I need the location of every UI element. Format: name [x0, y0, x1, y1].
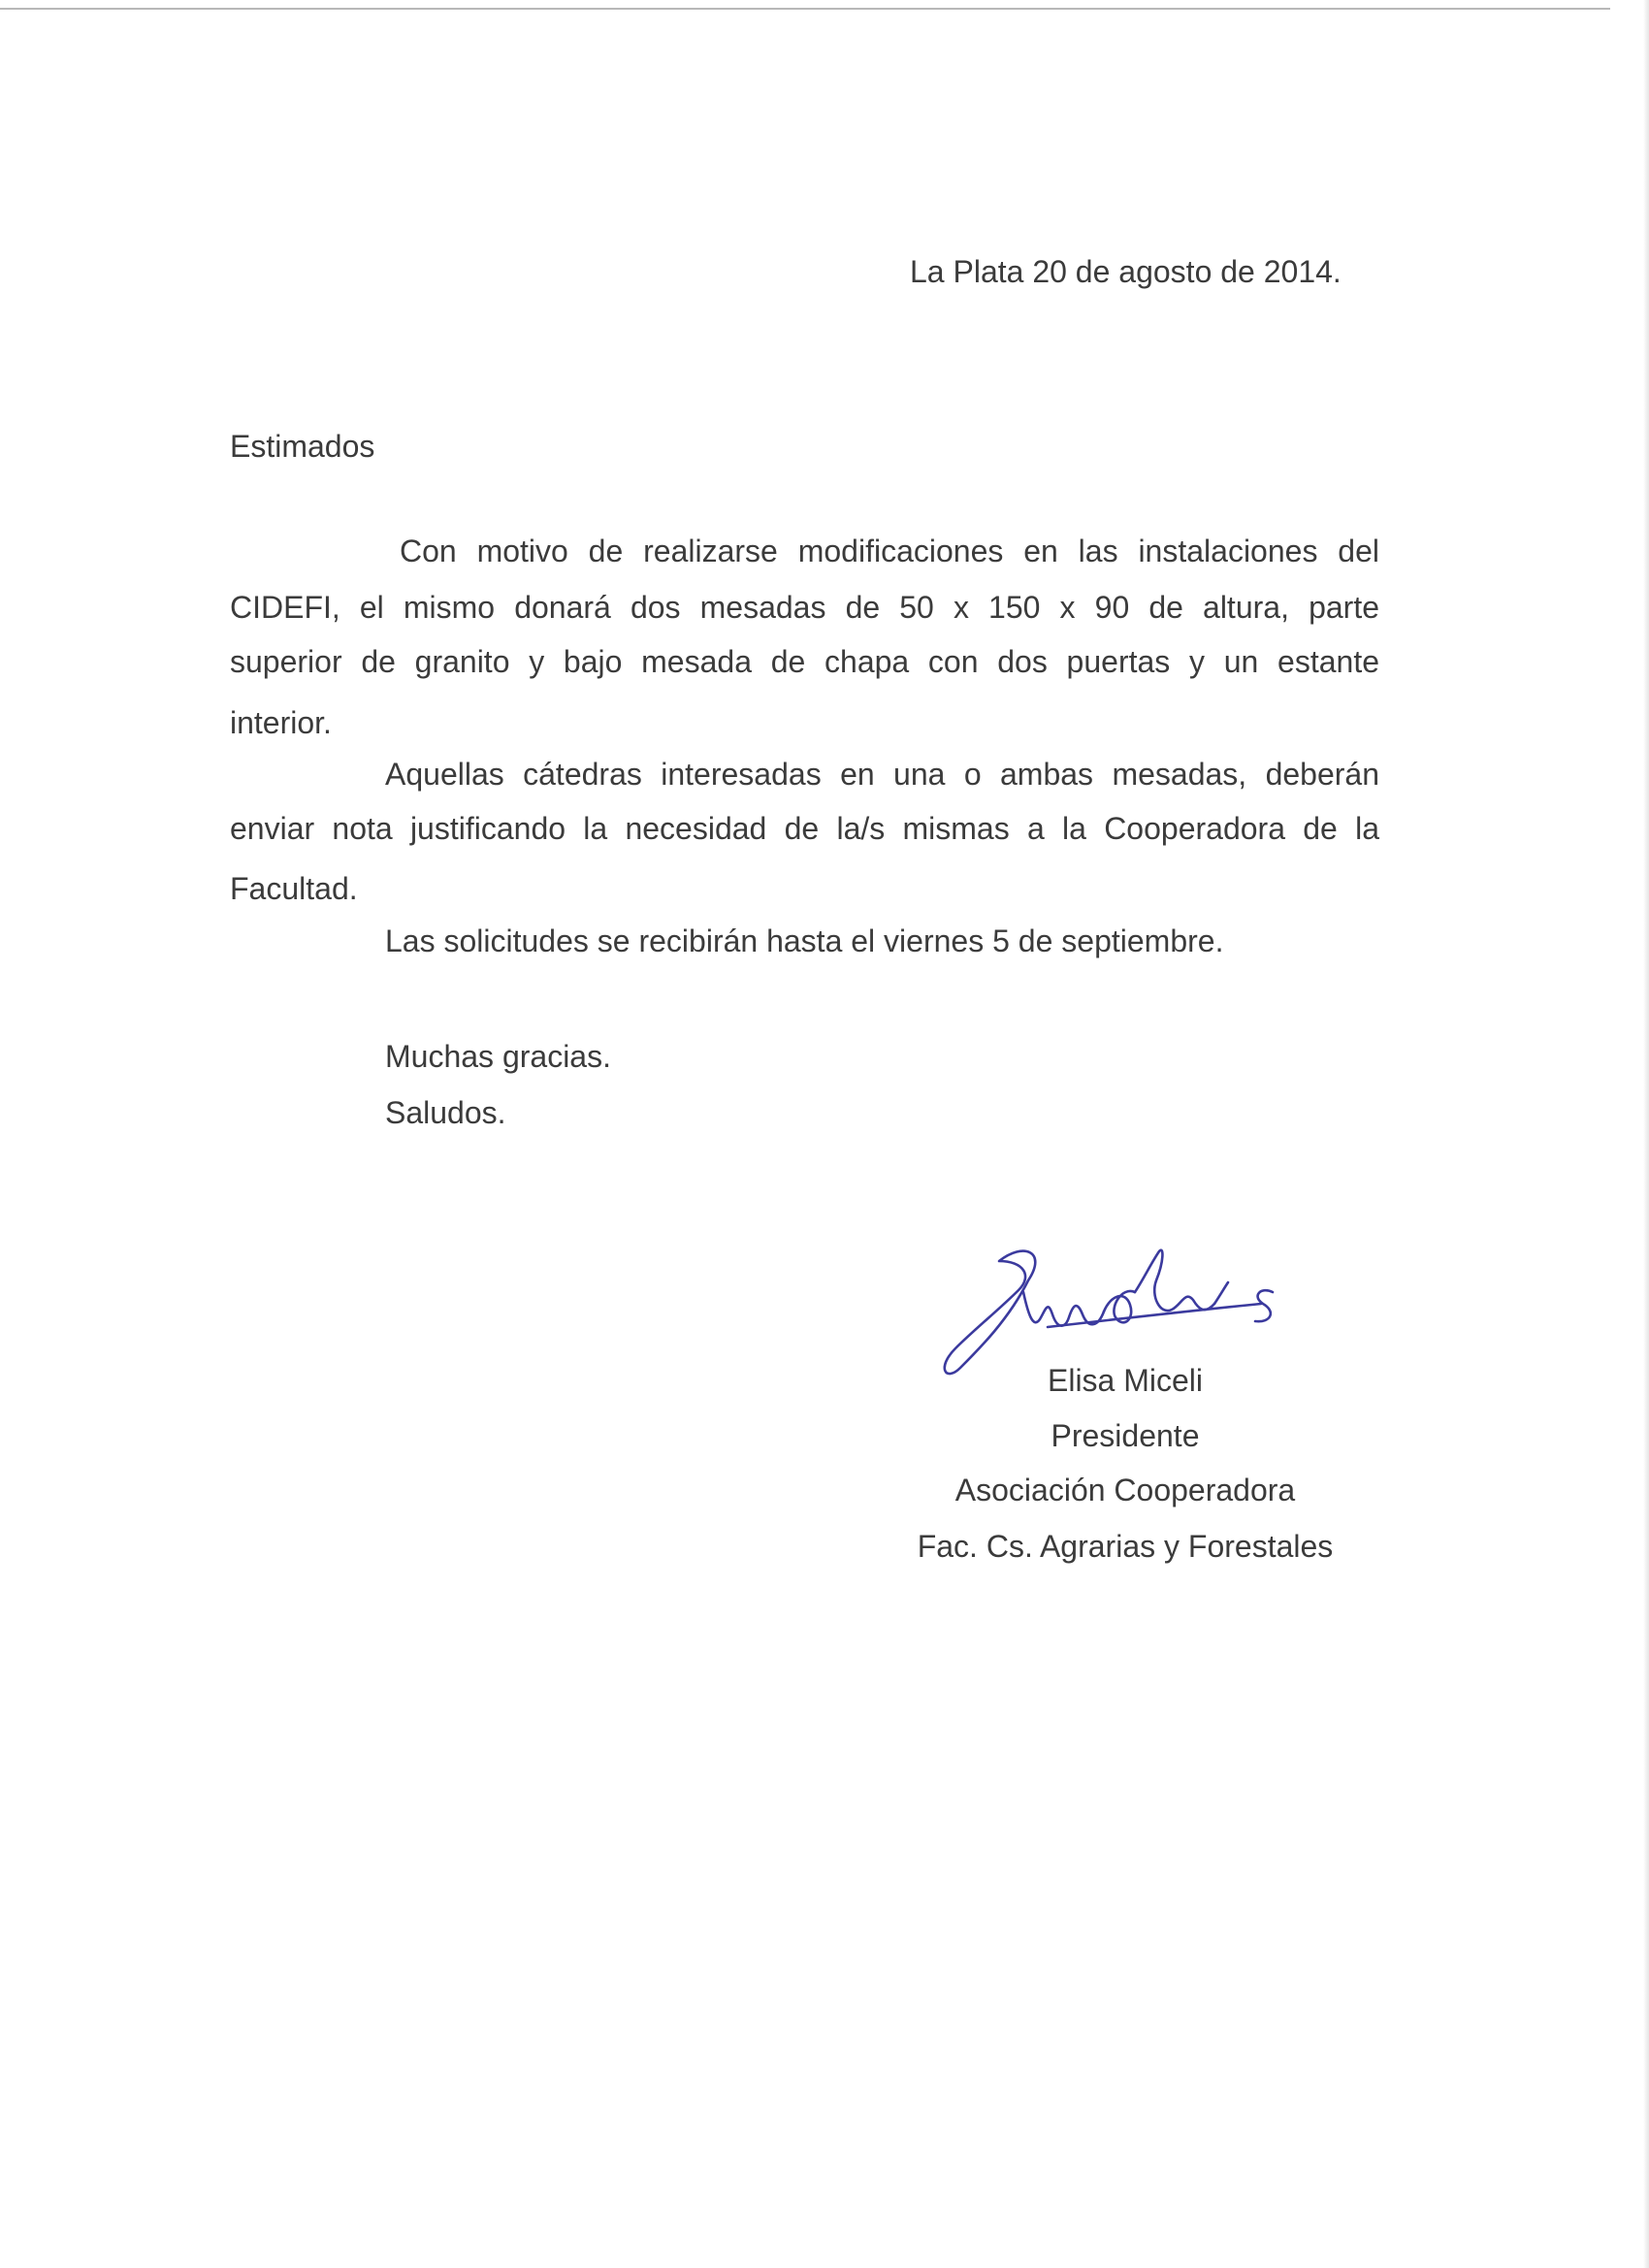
paragraph-1-line-2: CIDEFI, el mismo donará dos mesadas de 50 x 150 x 90 de altura, parte	[230, 590, 1379, 625]
scan-edge-line	[0, 8, 1610, 10]
paragraph-2-line-1: Aquellas cátedras interesadas en una o ambas mesadas, deberán	[385, 757, 1379, 792]
signatory-role: Presidente	[1051, 1418, 1200, 1453]
paragraph-1-line-1: Con motivo de realizarse modificaciones en las instalaciones del	[400, 534, 1379, 568]
closing-thanks: Muchas gracias.	[385, 1039, 611, 1074]
salutation: Estimados	[230, 429, 375, 464]
paragraph-2-line-3: Facultad.	[230, 871, 358, 906]
paragraph-2-line-2: enviar nota justificando la necesidad de la/s mismas a la Cooperadora de la	[230, 811, 1379, 846]
paragraph-1-line-3: superior de granito y bajo mesada de chapa con dos puertas y un estante	[230, 644, 1379, 679]
scan-right-edge	[1643, 0, 1649, 2268]
signatory-organization: Asociación Cooperadora	[954, 1473, 1296, 1507]
paragraph-1-line-4: interior.	[230, 705, 332, 740]
date-line: La Plata 20 de agosto de 2014.	[910, 254, 1342, 289]
signatory-faculty: Fac. Cs. Agrarias y Forestales	[917, 1529, 1334, 1564]
closing-regards: Saludos.	[385, 1095, 506, 1130]
signatory-name: Elisa Miceli	[1047, 1363, 1204, 1398]
paragraph-3: Las solicitudes se recibirán hasta el viernes 5 de septiembre.	[385, 923, 1224, 958]
